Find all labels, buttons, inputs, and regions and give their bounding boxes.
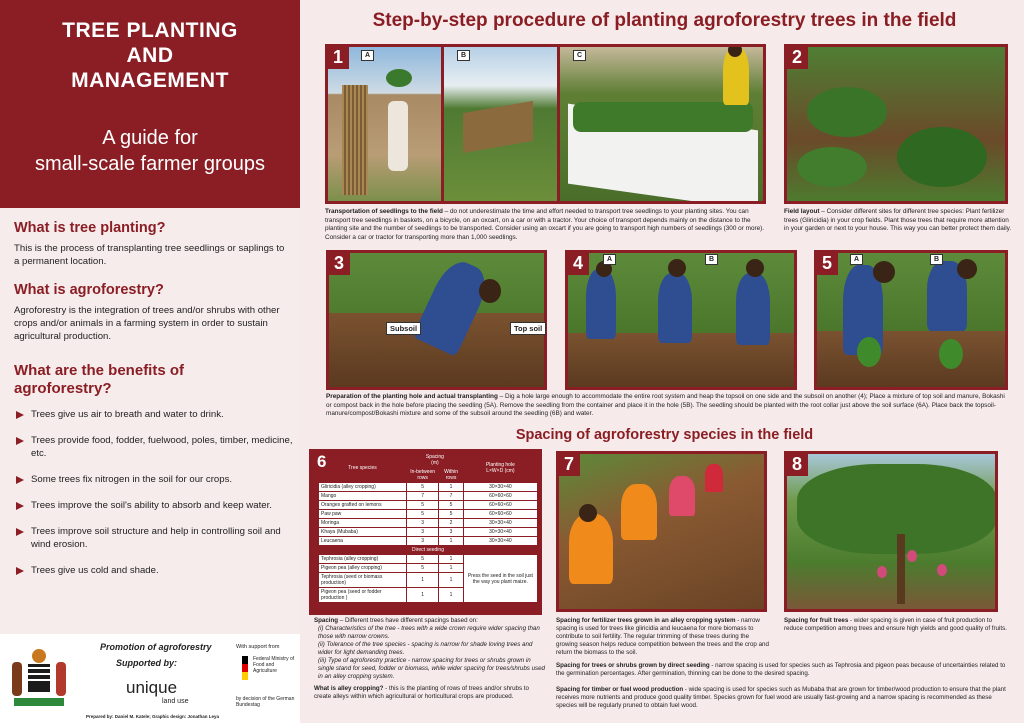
table-cell: 30×30×40 — [463, 483, 537, 492]
caption-text: – Dig a hole large enough to accommodate the entire root system and heap the topsoil on one side and the subsoil on another (4); Place a mixture of top soil and manure, Bokashi or compost back in the hole before placing the seedling (5A). Remove the seedling from the container and place it in the hole (5B). The seedling should be planted with the root collar just above the soil surface (6A). Place back the topsoil-manure/compost/Bokashi mixture and some of the subsoil around the seedling (6B) and water. — [326, 393, 1005, 417]
main-heading — [0, 18, 300, 93]
title-banner — [0, 0, 300, 208]
table-cell: Pigeon pea (alley cropping) — [319, 564, 407, 573]
column-header-text: Spacing — [425, 454, 444, 460]
section-heading: What is tree planting? — [14, 220, 166, 236]
caption-text: – Different trees have different spacings based on: — [338, 617, 478, 624]
table-cell: 3 — [407, 528, 439, 537]
table-cell: 5 — [407, 483, 439, 492]
column-header: In-between rows — [407, 468, 439, 483]
table-section-header: Direct seeding — [319, 546, 538, 555]
photo-label: B — [705, 254, 718, 265]
heading-line: What are the benefits of — [14, 362, 185, 379]
section-title: Spacing of agroforestry species in the field — [515, 427, 814, 443]
table-row — [319, 501, 538, 510]
table-cell: 5 — [407, 564, 439, 573]
caption-title: Preparation of the planting hole and actual transplanting — [326, 393, 498, 400]
caption-title: Transportation of seedlings to the field — [325, 208, 443, 215]
caption-text: - narrow spacing is used for species such as Tephrosia and pigeon peas because of uncertainties related to the germination percentages. After germination, thinning can be done to the desired spacing. — [556, 662, 1006, 677]
table-cell: Moringa — [319, 519, 407, 528]
photo-step-8 — [784, 451, 998, 612]
caption-step-2 — [784, 208, 1012, 234]
title-line: TREE PLANTING — [62, 19, 238, 42]
list-item-text: Trees improve the soil's ability to absorb and keep water. — [31, 500, 272, 511]
caption-text: (i) Characteristics of the tree - trees with a wide crown require wider spacing than those with narrow crowns. — [318, 625, 540, 640]
photo-label: A — [603, 254, 616, 265]
caption-title: Spacing — [314, 617, 339, 624]
column-header-text: Planting hole — [485, 461, 515, 468]
list-item — [14, 473, 294, 486]
table-cell: 5 — [407, 510, 439, 519]
table-cell: 5 — [407, 501, 439, 510]
column-header-unit: (m) — [431, 460, 439, 466]
table-cell: Mango — [319, 492, 407, 501]
heading-line: agroforestry? — [14, 380, 112, 397]
caption-text: – do not underestimate the time and effort needed to transport tree seedlings to your planting sites. You can transport tree seedlings in baskets, on a bicycle, on an oxcart, on a car or with a tractor. Your choice of transport depends mainly on the distance to the planting site and the number of seedlings to be transported. Consider using an oxcart if you are going to transport high numbers of seedlings (300 or more). Consider a car or tractor for transporting more than 1,000 seedlings. — [325, 208, 765, 241]
supported-by-text: Supported by: — [116, 658, 177, 668]
section-tree-planting — [14, 220, 289, 268]
photo-step-4 — [565, 250, 797, 390]
caption-text: - wider spacing is given in case of fruit production to reduce competition among trees and ensure high yields and good quality of fruits. — [784, 617, 1007, 632]
table-cell: 2 — [439, 519, 464, 528]
list-item-text: Trees provide food, fodder, fuelwood, poles, timber, medicine, etc. — [31, 435, 293, 459]
caption-title: Spacing for timber or fuel wood production — [556, 686, 684, 693]
table-cell: 5 — [407, 555, 439, 564]
section-agroforestry — [14, 282, 289, 343]
column-header — [407, 453, 464, 468]
section-text: Agroforestry is the integration of trees and/or shrubs with other crops and/or animals in a farming system in order to sustain agricultural production. — [14, 305, 280, 342]
left-panel — [0, 0, 300, 723]
table-cell: Oranges grafted on lemons — [319, 501, 407, 510]
table-cell: Paw paw — [319, 510, 407, 519]
table-cell: 30×30×40 — [463, 528, 537, 537]
section-benefits — [14, 362, 294, 590]
german-eagle-icon — [242, 656, 248, 680]
table-cell: Gliricidia (alley cropping) — [319, 483, 407, 492]
title-line: MANAGEMENT — [71, 69, 229, 92]
unique-logo: unique — [126, 678, 178, 697]
benefits-list — [14, 408, 294, 577]
photo-label: A — [361, 50, 374, 61]
caption-step-7 — [556, 617, 770, 657]
caption-title: What is alley cropping? — [314, 685, 384, 692]
subtitle-line: A guide for — [102, 127, 198, 149]
table-section-row — [319, 546, 538, 555]
support-text: With support from — [236, 644, 280, 650]
table-cell: 1 — [439, 555, 464, 564]
table-cell: 3 — [439, 528, 464, 537]
bundestag-text: by decision of the German Bundestag — [236, 696, 295, 708]
caption-text: (iii) Type of agroforestry practice - narrow spacing for trees or shrubs grown in single stand for seed, fodder or biomass, while wider spacing for trees/shrubs used in an alley cropping system. — [318, 657, 545, 680]
photo-field-layout — [787, 47, 1005, 201]
table-cell: 60×60×60 — [463, 492, 537, 501]
photo-label: C — [573, 50, 586, 61]
table-row — [319, 537, 538, 546]
unique-logo-subtitle: land use — [162, 698, 189, 705]
step-number: 8 — [786, 453, 808, 476]
table-cell: Pigeon pea (seed or fodder production ) — [319, 588, 407, 603]
table-cell: 60×60×60 — [463, 510, 537, 519]
caption-direct-seeding — [556, 662, 1008, 678]
caption-timber — [556, 686, 1008, 710]
photo-step-7 — [556, 451, 767, 612]
step-number: 1 — [327, 46, 349, 69]
step-number: 7 — [558, 453, 580, 476]
table-row — [319, 510, 538, 519]
table-cell: 1 — [407, 588, 439, 603]
photo-transport — [328, 47, 763, 201]
photo-alley-cropping — [559, 454, 764, 609]
caption-title: Spacing for trees or shrubs grown by direct seeding — [556, 662, 710, 669]
list-item — [14, 434, 294, 460]
table-cell: Press the seed in the soil just the way you plant maize. — [463, 555, 537, 603]
table-cell: 1 — [439, 588, 464, 603]
caption-text: - wide spacing is used for species such as Mubaba that are grown for timber/wood production to ensure that the plant receives more nutrients and produce good quality timber. Species grown for fuel wood are usually fast-growing and a narrow spacing is recommended as these species will be regularly pruned to obtain fuel wood. — [556, 686, 1006, 709]
subtitle-line: small-scale farmer groups — [34, 153, 266, 175]
table-cell: 1 — [439, 537, 464, 546]
table-cell: 3 — [407, 519, 439, 528]
list-item — [14, 499, 294, 512]
credits-text: Prepared by: Daniel M. Katele; Graphic design: Jonathan Leya — [86, 714, 220, 719]
caption-text: – Consider different sites for different tree species: Plant fertilizer trees (Gliricidia) in your crop fields. Plant those trees that require more attention in your garden or next to your house. This way you can better protect them daily. — [784, 208, 1012, 232]
table-cell: 5 — [439, 501, 464, 510]
caption-title: Spacing for fertilizer trees grown in an alley cropping system — [556, 617, 736, 624]
section-heading: What is agroforestry? — [14, 282, 164, 298]
step-number: 6 — [311, 451, 332, 473]
photo-label: Subsoil — [386, 322, 421, 335]
table-cell: 3 — [407, 537, 439, 546]
table-cell: 1 — [439, 573, 464, 588]
table-cell: 30×30×40 — [463, 519, 537, 528]
promotion-text: Promotion of agroforestry — [100, 642, 212, 652]
photo-planting-seedling — [817, 253, 1005, 387]
table-row — [319, 555, 538, 564]
spacing-table — [318, 452, 538, 603]
zambia-coat-of-arms-icon — [6, 646, 72, 712]
list-item — [14, 525, 294, 551]
caption-text: - narrow spacing is used for trees like gliricidia and leucaena for more biomass to contribute to soil fertility. The regular trimming of these trees during the growing season helps reduce competition between the trees and the crop and return the biomass to the soil. — [556, 617, 769, 656]
table-row — [319, 519, 538, 528]
photo-step-1 — [325, 44, 766, 204]
ministry-text: Federal Ministry of Food and Agriculture — [253, 656, 295, 674]
table-cell: 60×60×60 — [463, 501, 537, 510]
list-item-text: Trees give us cold and shade. — [31, 565, 159, 576]
photo-label: Top soil — [510, 322, 546, 335]
table-cell: 1 — [439, 564, 464, 573]
photo-step-2 — [784, 44, 1008, 204]
list-item — [14, 408, 294, 421]
bullet-icon — [16, 437, 24, 445]
bullet-icon — [16, 528, 24, 536]
table-cell: 7 — [407, 492, 439, 501]
list-item-text: Trees give us air to breath and water to drink. — [31, 409, 224, 420]
step-number: 2 — [786, 46, 808, 69]
table-cell: 1 — [439, 483, 464, 492]
table-cell: 30×30×40 — [463, 537, 537, 546]
bullet-icon — [16, 567, 24, 575]
table-row — [319, 492, 538, 501]
title-line: AND — [126, 44, 174, 67]
section-heading — [14, 362, 294, 398]
table-cell: Tephrosia (alley cropping) — [319, 555, 407, 564]
column-header-unit: L×W×D (cm) — [486, 467, 515, 474]
photo-label: B — [457, 50, 470, 61]
photo-label: A — [850, 254, 863, 265]
table-cell: Leucaena — [319, 537, 407, 546]
caption-title: Field layout — [784, 208, 820, 215]
column-header: Tree species — [319, 453, 407, 483]
bullet-icon — [16, 411, 24, 419]
step-number: 3 — [328, 252, 350, 275]
table-row — [319, 483, 538, 492]
caption-spacing — [314, 617, 546, 701]
table-row — [319, 528, 538, 537]
table-cell: 1 — [407, 573, 439, 588]
caption-text: - this is the planting of rows of trees and/or shrubs to create alleys within which agricultural or horticultural crops are produced. — [314, 685, 529, 700]
table-header-row — [319, 453, 538, 468]
bullet-icon — [16, 502, 24, 510]
caption-step-3-5 — [326, 393, 1006, 419]
bullet-icon — [16, 476, 24, 484]
list-item — [14, 564, 294, 577]
photo-fruit-trees — [787, 454, 995, 609]
column-header: Within rows — [439, 468, 464, 483]
caption-title: Spacing for fruit trees — [784, 617, 849, 624]
list-item-text: Trees improve soil structure and help in controlling soil and wind erosion. — [31, 526, 281, 550]
photo-dig-hole — [329, 253, 544, 387]
photo-step-3 — [326, 250, 547, 390]
photo-label: B — [930, 254, 943, 265]
table-cell: 7 — [439, 492, 464, 501]
caption-step-8 — [784, 617, 1008, 633]
footer — [0, 634, 300, 723]
section-text: This is the process of transplanting tree seedlings or saplings to a permanent location. — [14, 243, 285, 267]
step-number: 5 — [816, 252, 838, 275]
column-header — [463, 453, 537, 483]
table-cell: Tephrosia (seed or biomass production) — [319, 573, 407, 588]
photo-step-5 — [814, 250, 1008, 390]
caption-step-1 — [325, 208, 769, 242]
table-cell: Khaya (Mubaba) — [319, 528, 407, 537]
page-title: Step-by-step procedure of planting agroforestry trees in the field — [372, 10, 957, 31]
step-number: 4 — [567, 252, 589, 275]
subtitle — [0, 125, 300, 177]
table-cell: 5 — [439, 510, 464, 519]
caption-text: (ii) Tolerance of the tree species - spacing is narrow for shade loving trees and wider for light demanding trees. — [318, 641, 533, 656]
photo-transplanting — [568, 253, 794, 387]
list-item-text: Some trees fix nitrogen in the soil for our crops. — [31, 474, 233, 485]
